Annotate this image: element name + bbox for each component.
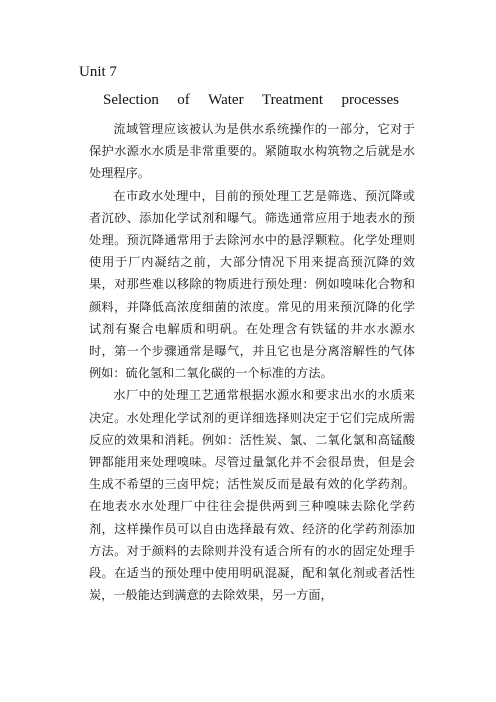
- paragraph: 水厂中的处理工艺通常根据水源水和要求出水的水质来决定。水处理化学试剂的更详细选择则决定于它们完成所需反应的效果和消耗。例如：活性炭、氯、二氧化氯和高锰酸钾都能用来处理嗅味。尽管过量氯化并不会很昂贵，但是会生成不希望的三卤甲烷；活性炭反而是最有效的化学药剂。在地表水水处理厂中往往会提供两到三种嗅味去除化学药剂，这样操作员可以自由选择最有效、经济的化学药剂添加方法。对于颜料的去除则并没有适合所有的水的固定处理手段。在适当的预处理中使用明矾混凝，配和氧化剂或者活性炭，一般能达到满意的去除效果，另一方面，: [89, 388, 415, 603]
- title-word: Selection: [103, 92, 159, 108]
- paragraph: 流域管理应该被认为是供水系统操作的一部分，它对于保护水源水水质是非常重要的。紧随取水构筑物之后就是水处理程序。: [89, 122, 415, 181]
- title-word: Treatment: [261, 92, 324, 108]
- title-word: processes: [341, 92, 399, 108]
- section-title: [103, 91, 399, 109]
- unit-heading: Unit 7: [79, 64, 117, 80]
- paragraph: 在市政水处理中，目前的预处理工艺是筛选、预沉降或者沉砂、添加化学试剂和曝气。筛选通常应用于地表水的预处理。预沉降通常用于去除河水中的悬浮颗粒。化学处理则使用于厂内凝结之前，大部分情况下用来提高预沉降的效果，对那些难以移除的物质进行预处理：例如嗅味化合物和颜料，并降低高浓度细菌的浓度。常见的用来预沉降的化学试剂有聚合电解质和明矾。在处理含有铁锰的井水水源水时，第一个步骤通常是曝气，并且它也是分离溶解性的气体例如：硫化氢和二氧化碳的一个标准的方法。: [89, 188, 415, 381]
- title-word: Water: [208, 92, 244, 108]
- body-text: [89, 118, 415, 606]
- title-word: of: [177, 92, 190, 108]
